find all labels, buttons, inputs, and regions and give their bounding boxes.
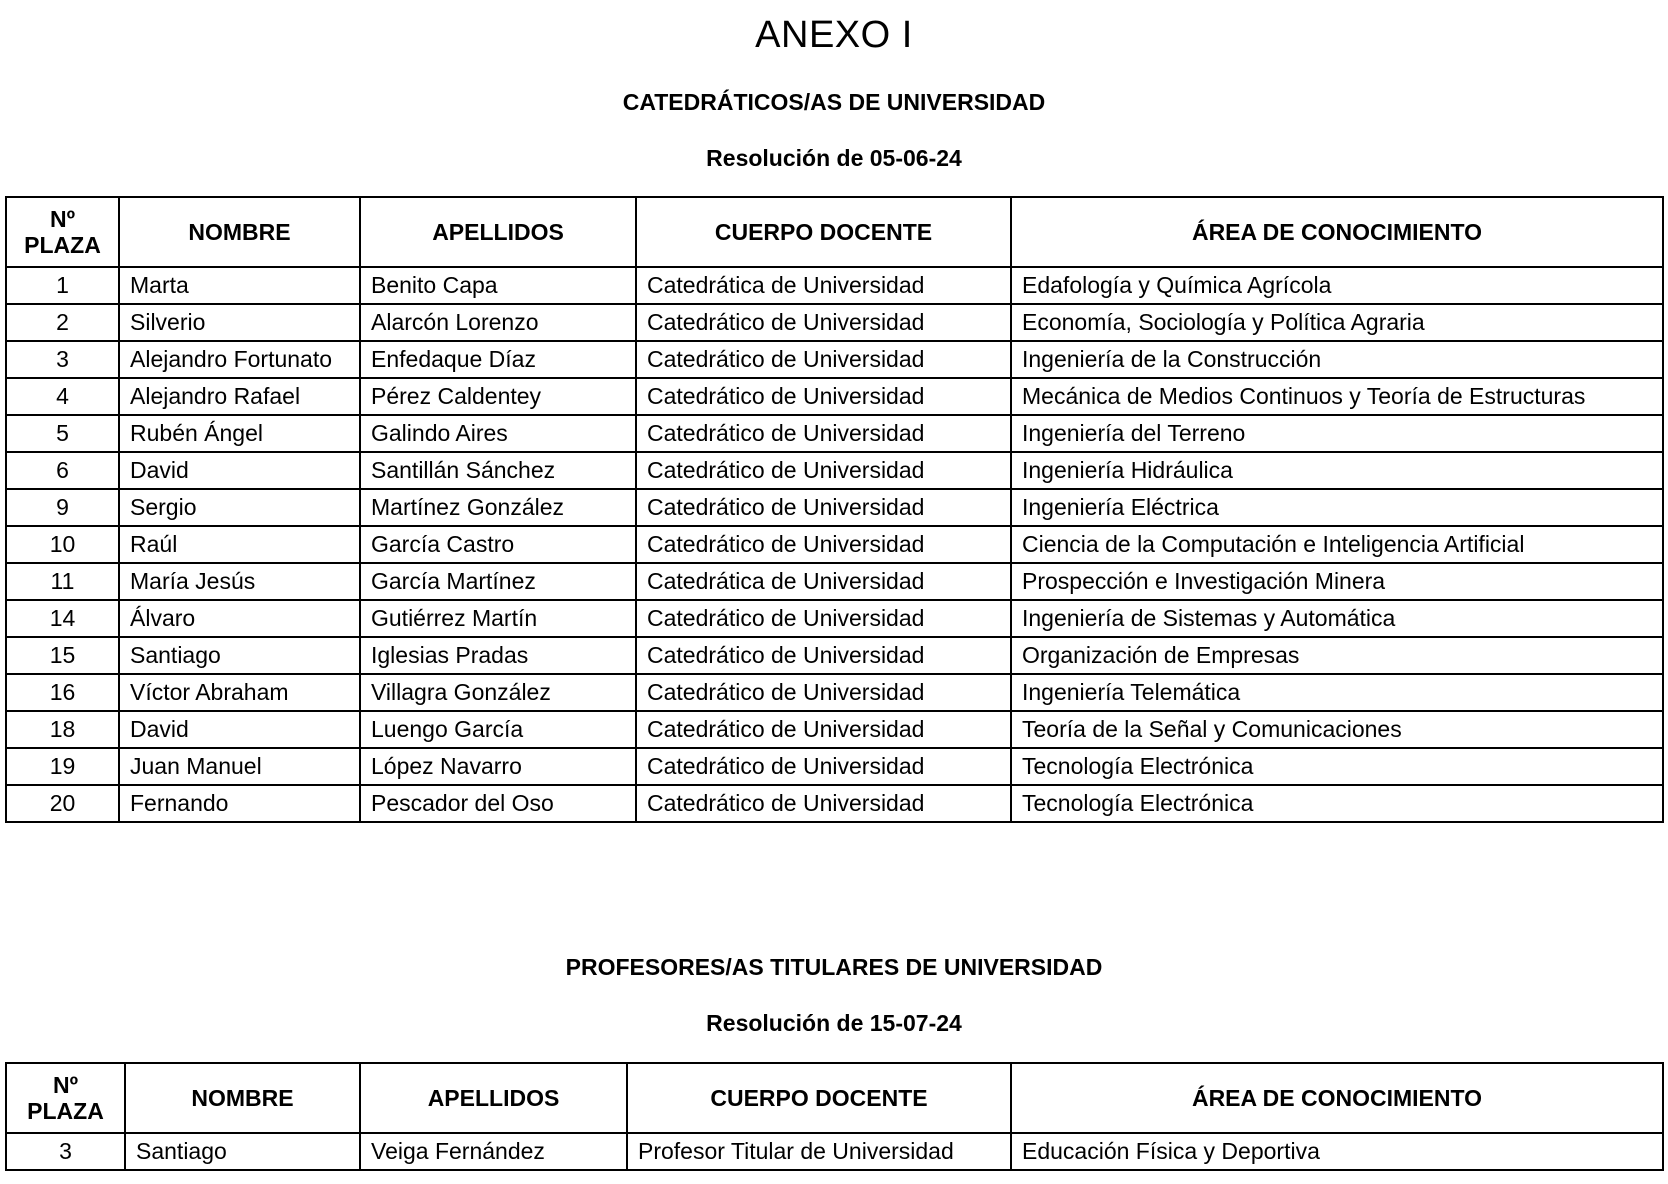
cell-cuerpo: Profesor Titular de Universidad (627, 1133, 1011, 1170)
cell-nombre: Sergio (119, 489, 360, 526)
table-row (6, 600, 1663, 637)
cell-cuerpo: Catedrático de Universidad (636, 526, 1011, 563)
cell-apellidos: Alarcón Lorenzo (360, 304, 636, 341)
table-row (6, 637, 1663, 674)
cell-nombre: Raúl (119, 526, 360, 563)
table-row (6, 378, 1663, 415)
section-resolution-titulares: Resolución de 15-07-24 (706, 1010, 962, 1036)
cell-cuerpo: Catedrático de Universidad (636, 489, 1011, 526)
cell-apellidos: López Navarro (360, 748, 636, 785)
cell-cuerpo: Catedrático de Universidad (636, 415, 1011, 452)
cell-cuerpo: Catedrático de Universidad (636, 711, 1011, 748)
cell-area: Organización de Empresas (1011, 637, 1663, 674)
cell-nombre: Víctor Abraham (119, 674, 360, 711)
cell-nombre: Rubén Ángel (119, 415, 360, 452)
cell-plaza: 4 (6, 378, 119, 415)
cell-nombre: Álvaro (119, 600, 360, 637)
cell-cuerpo: Catedrática de Universidad (636, 563, 1011, 600)
cell-area: Teoría de la Señal y Comunicaciones (1011, 711, 1663, 748)
cell-apellidos: Luengo García (360, 711, 636, 748)
cell-area: Educación Física y Deportiva (1011, 1133, 1663, 1170)
column-header-plaza (6, 197, 119, 267)
section-heading-catedraticos: CATEDRÁTICOS/AS DE UNIVERSIDAD (622, 89, 1046, 115)
cell-nombre: Silverio (119, 304, 360, 341)
cell-apellidos: Gutiérrez Martín (360, 600, 636, 637)
cell-apellidos: García Martínez (360, 563, 636, 600)
table-header-row (6, 1063, 1663, 1133)
cell-plaza: 10 (6, 526, 119, 563)
column-header-cuerpo: CUERPO DOCENTE (627, 1063, 1011, 1133)
column-header-apellidos: APELLIDOS (360, 1063, 627, 1133)
cell-area: Ingeniería Hidráulica (1011, 452, 1663, 489)
table-catedraticos (5, 196, 1664, 823)
document-title: ANEXO I (755, 14, 913, 56)
column-header-plaza-line2: PLAZA (24, 232, 101, 258)
cell-nombre: Marta (119, 267, 360, 304)
cell-area: Prospección e Investigación Minera (1011, 563, 1663, 600)
cell-plaza: 14 (6, 600, 119, 637)
cell-cuerpo: Catedrático de Universidad (636, 341, 1011, 378)
section-resolution-catedraticos: Resolución de 05-06-24 (706, 145, 962, 171)
cell-nombre: Alejandro Rafael (119, 378, 360, 415)
column-header-nombre: NOMBRE (125, 1063, 360, 1133)
column-header-apellidos: APELLIDOS (360, 197, 636, 267)
table-row (6, 489, 1663, 526)
cell-apellidos: Galindo Aires (360, 415, 636, 452)
cell-cuerpo: Catedrático de Universidad (636, 304, 1011, 341)
cell-plaza: 11 (6, 563, 119, 600)
cell-plaza: 5 (6, 415, 119, 452)
table-row (6, 785, 1663, 822)
column-header-plaza (6, 1063, 125, 1133)
table-row (6, 711, 1663, 748)
cell-apellidos: Pescador del Oso (360, 785, 636, 822)
cell-area: Ingeniería del Terreno (1011, 415, 1663, 452)
table-row (6, 563, 1663, 600)
cell-plaza: 3 (6, 341, 119, 378)
cell-plaza: 1 (6, 267, 119, 304)
cell-cuerpo: Catedrático de Universidad (636, 452, 1011, 489)
cell-nombre: Juan Manuel (119, 748, 360, 785)
table-row (6, 526, 1663, 563)
cell-plaza: 3 (6, 1133, 125, 1170)
cell-area: Ingeniería Eléctrica (1011, 489, 1663, 526)
cell-cuerpo: Catedrático de Universidad (636, 674, 1011, 711)
column-header-area: ÁREA DE CONOCIMIENTO (1011, 197, 1663, 267)
column-header-plaza-line1: Nº (52, 1072, 78, 1098)
cell-apellidos: Benito Capa (360, 267, 636, 304)
table-body-catedraticos (6, 267, 1663, 822)
cell-plaza: 18 (6, 711, 119, 748)
column-header-plaza-line1: Nº (49, 206, 75, 232)
table-row (6, 748, 1663, 785)
table-header-row (6, 197, 1663, 267)
column-header-cuerpo: CUERPO DOCENTE (636, 197, 1011, 267)
table-row (6, 267, 1663, 304)
cell-nombre: Santiago (119, 637, 360, 674)
table-row (6, 1133, 1663, 1170)
cell-cuerpo: Catedrático de Universidad (636, 785, 1011, 822)
cell-apellidos: Martínez González (360, 489, 636, 526)
section-heading-titulares: PROFESORES/AS TITULARES DE UNIVERSIDAD (565, 954, 1103, 980)
table-row (6, 341, 1663, 378)
cell-area: Ciencia de la Computación e Inteligencia Artificial (1011, 526, 1663, 563)
cell-plaza: 6 (6, 452, 119, 489)
cell-area: Tecnología Electrónica (1011, 785, 1663, 822)
cell-plaza: 16 (6, 674, 119, 711)
cell-area: Ingeniería de Sistemas y Automática (1011, 600, 1663, 637)
cell-plaza: 20 (6, 785, 119, 822)
cell-nombre: Alejandro Fortunato (119, 341, 360, 378)
cell-plaza: 15 (6, 637, 119, 674)
cell-cuerpo: Catedrático de Universidad (636, 600, 1011, 637)
table-row (6, 304, 1663, 341)
cell-nombre: David (119, 452, 360, 489)
column-header-plaza-line2: PLAZA (27, 1098, 104, 1124)
cell-area: Ingeniería de la Construcción (1011, 341, 1663, 378)
cell-area: Mecánica de Medios Continuos y Teoría de Estructuras (1011, 378, 1663, 415)
cell-apellidos: García Castro (360, 526, 636, 563)
cell-nombre: David (119, 711, 360, 748)
cell-area: Tecnología Electrónica (1011, 748, 1663, 785)
column-header-nombre: NOMBRE (119, 197, 360, 267)
cell-cuerpo: Catedrático de Universidad (636, 378, 1011, 415)
cell-nombre: Fernando (119, 785, 360, 822)
cell-area: Edafología y Química Agrícola (1011, 267, 1663, 304)
cell-nombre: Santiago (125, 1133, 360, 1170)
cell-apellidos: Veiga Fernández (360, 1133, 627, 1170)
cell-cuerpo: Catedrática de Universidad (636, 267, 1011, 304)
cell-plaza: 19 (6, 748, 119, 785)
cell-area: Ingeniería Telemática (1011, 674, 1663, 711)
cell-apellidos: Santillán Sánchez (360, 452, 636, 489)
cell-apellidos: Villagra González (360, 674, 636, 711)
table-row (6, 415, 1663, 452)
cell-plaza: 2 (6, 304, 119, 341)
table-row (6, 674, 1663, 711)
table-row (6, 452, 1663, 489)
cell-nombre: María Jesús (119, 563, 360, 600)
cell-apellidos: Iglesias Pradas (360, 637, 636, 674)
cell-cuerpo: Catedrático de Universidad (636, 637, 1011, 674)
cell-cuerpo: Catedrático de Universidad (636, 748, 1011, 785)
cell-area: Economía, Sociología y Política Agraria (1011, 304, 1663, 341)
table-body-titulares (6, 1133, 1663, 1170)
cell-apellidos: Enfedaque Díaz (360, 341, 636, 378)
cell-apellidos: Pérez Caldentey (360, 378, 636, 415)
table-titulares (5, 1062, 1664, 1171)
column-header-area: ÁREA DE CONOCIMIENTO (1011, 1063, 1663, 1133)
cell-plaza: 9 (6, 489, 119, 526)
